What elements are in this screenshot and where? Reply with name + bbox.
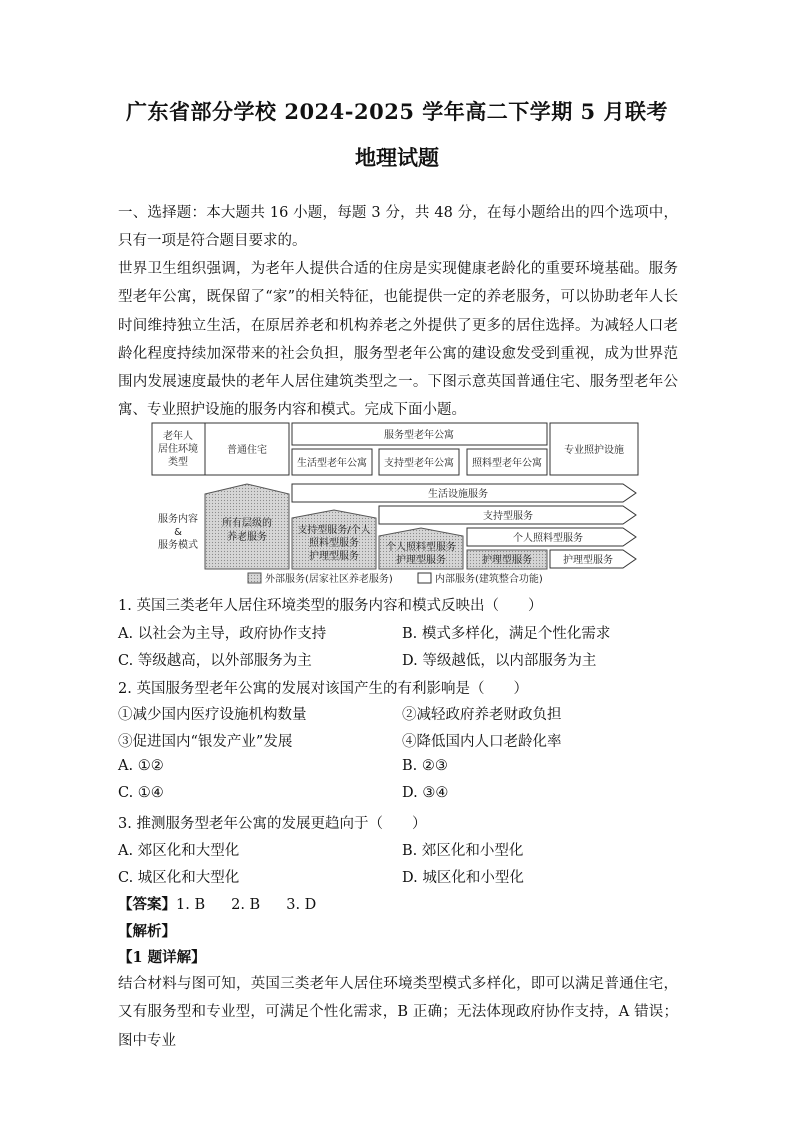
- answer-row: [118, 893, 316, 914]
- q2-statement-1: ①减少国内医疗设施机构数量: [118, 707, 307, 723]
- page-title: 广东省部分学校 2024-2025 学年高二下学期 5 月联考: [126, 99, 668, 124]
- row-label-line: 服务内容: [158, 514, 198, 525]
- answer-item: 3. D: [286, 897, 317, 913]
- section-instructions: 一、选择题：本大题共 16 小题，每题 3 分，共 48 分，在每小题给出的四个选项中，只有一项是符合题目要求的。: [118, 205, 678, 250]
- question-2-stem: 2. 英国服务型老年公寓的发展对该国产生的有利影响是（ ）: [118, 681, 528, 697]
- q3-option-a: A. 郊区化和大型化: [118, 843, 240, 859]
- arrow-life-text: 生活设施服务: [428, 489, 488, 500]
- q1-option-d: D. 等级越低，以内部服务为主: [402, 653, 597, 669]
- q3-option-d: D. 城区化和小型化: [402, 870, 524, 886]
- page-subtitle: 地理试题: [355, 145, 439, 170]
- q1-option-c: C. 等级越高，以外部服务为主: [118, 653, 312, 669]
- professional-care-label: 专业照护设施: [564, 445, 624, 456]
- q2-option-a: A. ①②: [118, 758, 164, 774]
- external-personal-text: 护理型服务: [396, 555, 446, 566]
- external-support-text: 护理型服务: [309, 551, 359, 562]
- q2-option-c: C. ①④: [118, 785, 164, 801]
- external-personal-text: 个人照料型服务: [386, 542, 456, 553]
- external-support-text: 照料型服务: [309, 538, 359, 549]
- q2-statement-2: ②减轻政府养老财政负担: [402, 707, 562, 723]
- type-header-line: 老年人: [163, 431, 193, 442]
- q2-statement-3: ③促进国内“银发产业”发展: [118, 734, 293, 750]
- answer-label: 【答案】: [118, 896, 176, 913]
- analysis-label: 【解析】: [118, 923, 176, 940]
- type-header-line: 类型: [168, 457, 188, 468]
- legend-internal-label: 内部服务(建筑整合功能): [435, 574, 543, 585]
- q2-option-b: B. ②③: [402, 758, 448, 774]
- arrow-support-text: 支持型服务: [483, 511, 533, 522]
- q3-option-b: B. 郊区化和小型化: [402, 843, 524, 859]
- q1-option-b: B. 模式多样化，满足个性化需求: [402, 626, 611, 642]
- subtype-label-care: 照料型老年公寓: [472, 458, 542, 469]
- type-header-line: 居住环境: [158, 444, 198, 455]
- reading-passage: 世界卫生组织强调，为老年人提供合适的住房是实现健康老龄化的重要环境基础。服务型老年公寓，既保留了“家”的相关特征，也能提供一定的养老服务，可以协助老年人长时间维持独立生活，在原居养老和机构养老之外提供了更多的居住选择。为减轻人口老龄化程度持续加深带来的社会负担，服务型老年公寓的建设愈发受到重视，成为世界范围内发展速度最快的老年人居住建筑类型之一。下图示意英国普通住宅、服务型老年公寓、专业照护设施的服务内容和模式。完成下面小题。: [118, 261, 678, 419]
- legend-external-label: 外部服务(居家社区养老服务): [265, 574, 393, 585]
- arrow-personal-text: 个人照料型服务: [513, 533, 583, 544]
- q3-option-c: C. 城区化和大型化: [118, 870, 240, 886]
- answer-item: 1. B: [176, 897, 206, 913]
- service-model-diagram: [118, 418, 678, 590]
- legend-external-swatch: [248, 573, 261, 583]
- service-apartment-label: 服务型老年公寓: [384, 430, 454, 441]
- detail-text: 结合材料与图可知，英国三类老年人居住环境类型模式多样化，即可以满足普通住宅，又有服务型和专业型，可满足个性化需求，B 正确；无法体现政府协作支持，A 错误；图中专业: [118, 976, 678, 1049]
- external-all-text: 养老服务: [227, 532, 267, 543]
- external-nursing-text: 护理型服务: [482, 555, 532, 566]
- q1-option-a: A. 以社会为主导，政府协作支持: [118, 626, 327, 642]
- q2-statement-4: ④降低国内人口老龄化率: [402, 734, 562, 750]
- detail-title: 【1 题详解】: [118, 949, 206, 966]
- question-3-stem: 3. 推测服务型老年公寓的发展更趋向于（ ）: [118, 816, 427, 832]
- ordinary-housing-label: 普通住宅: [227, 445, 267, 456]
- answer-item: 2. B: [231, 897, 261, 913]
- subtype-label-life: 生活型老年公寓: [297, 458, 367, 469]
- q2-option-d: D. ③④: [402, 785, 449, 801]
- subtype-label-support: 支持型老年公寓: [384, 458, 454, 469]
- arrow-nursing-text: 护理型服务: [563, 555, 613, 566]
- row-label-line: &: [174, 527, 182, 538]
- external-support-text: 支持型服务/个人: [297, 525, 371, 536]
- external-all-text: 所有层级的: [222, 518, 272, 529]
- legend-internal-swatch: [418, 573, 431, 583]
- row-label-line: 服务模式: [158, 540, 198, 551]
- question-1-stem: 1. 英国三类老年人居住环境类型的服务内容和模式反映出（ ）: [118, 598, 543, 614]
